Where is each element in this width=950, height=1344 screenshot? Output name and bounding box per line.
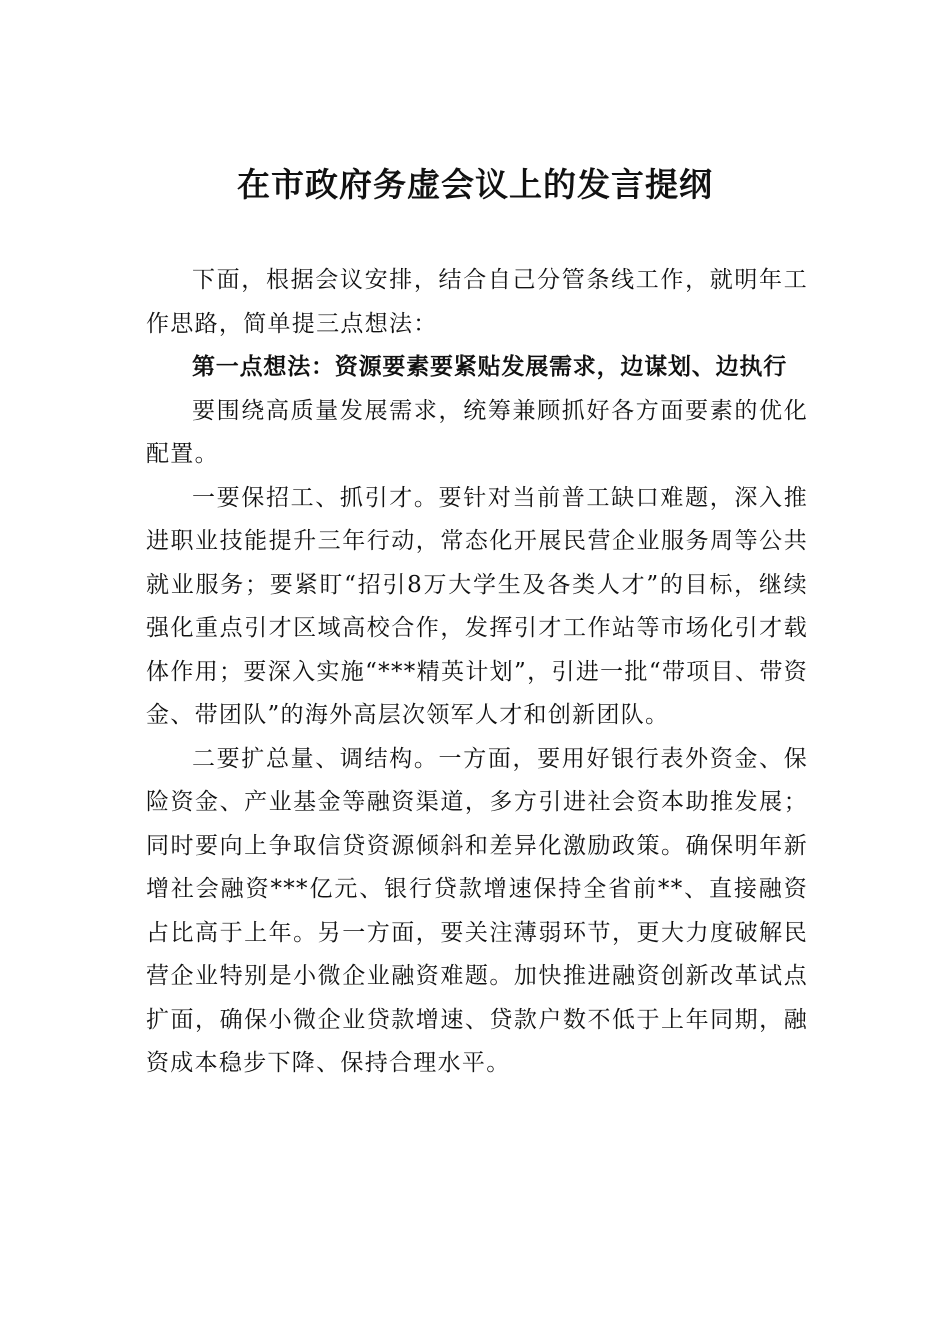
- document-body: [146, 259, 808, 1086]
- intro-paragraph: 下面，根据会议安排，结合自己分管条线工作，就明年工作思路，简单提三点想法：: [146, 267, 808, 337]
- section-1-summary: 要围绕高质量发展需求，统筹兼顾抓好各方面要素的优化配置。: [146, 397, 808, 467]
- point-2-paragraph: 二要扩总量、调结构。一方面，要用好银行表外资金、保险资金、产业基金等融资渠道，多方引进社会资本助推发展；同时要向上争取信贷资源倾斜和差异化激励政策。确保明年新增社会融资***亿元、银行贷款增速保持全省前**、直接融资占比高于上年。另一方面，要关注薄弱环节，更大力度破解民营企业特别是小微企业融资难题。加快推进融资创新改革试点扩面，确保小微企业贷款增速、贷款户数不低于上年同期，融资成本稳步下降、保持合理水平。: [146, 745, 808, 1076]
- document-title: 在市政府务虚会议上的发言提纲: [237, 165, 713, 204]
- point-1-paragraph: 一要保招工、抓引才。要针对当前普工缺口难题，深入推进职业技能提升三年行动，常态化开展民营企业服务周等公共就业服务；要紧盯“招引8万大学生及各类人才”的目标，继续强化重点引才区域高校合作，发挥引才工作站等市场化引才载体作用；要深入实施“***精英计划”，引进一批“带项目、带资金、带团队”的海外高层次领军人才和创新团队。: [146, 484, 808, 728]
- section-heading-1: 第一点想法：资源要素要紧贴发展需求，边谋划、边执行: [192, 354, 787, 380]
